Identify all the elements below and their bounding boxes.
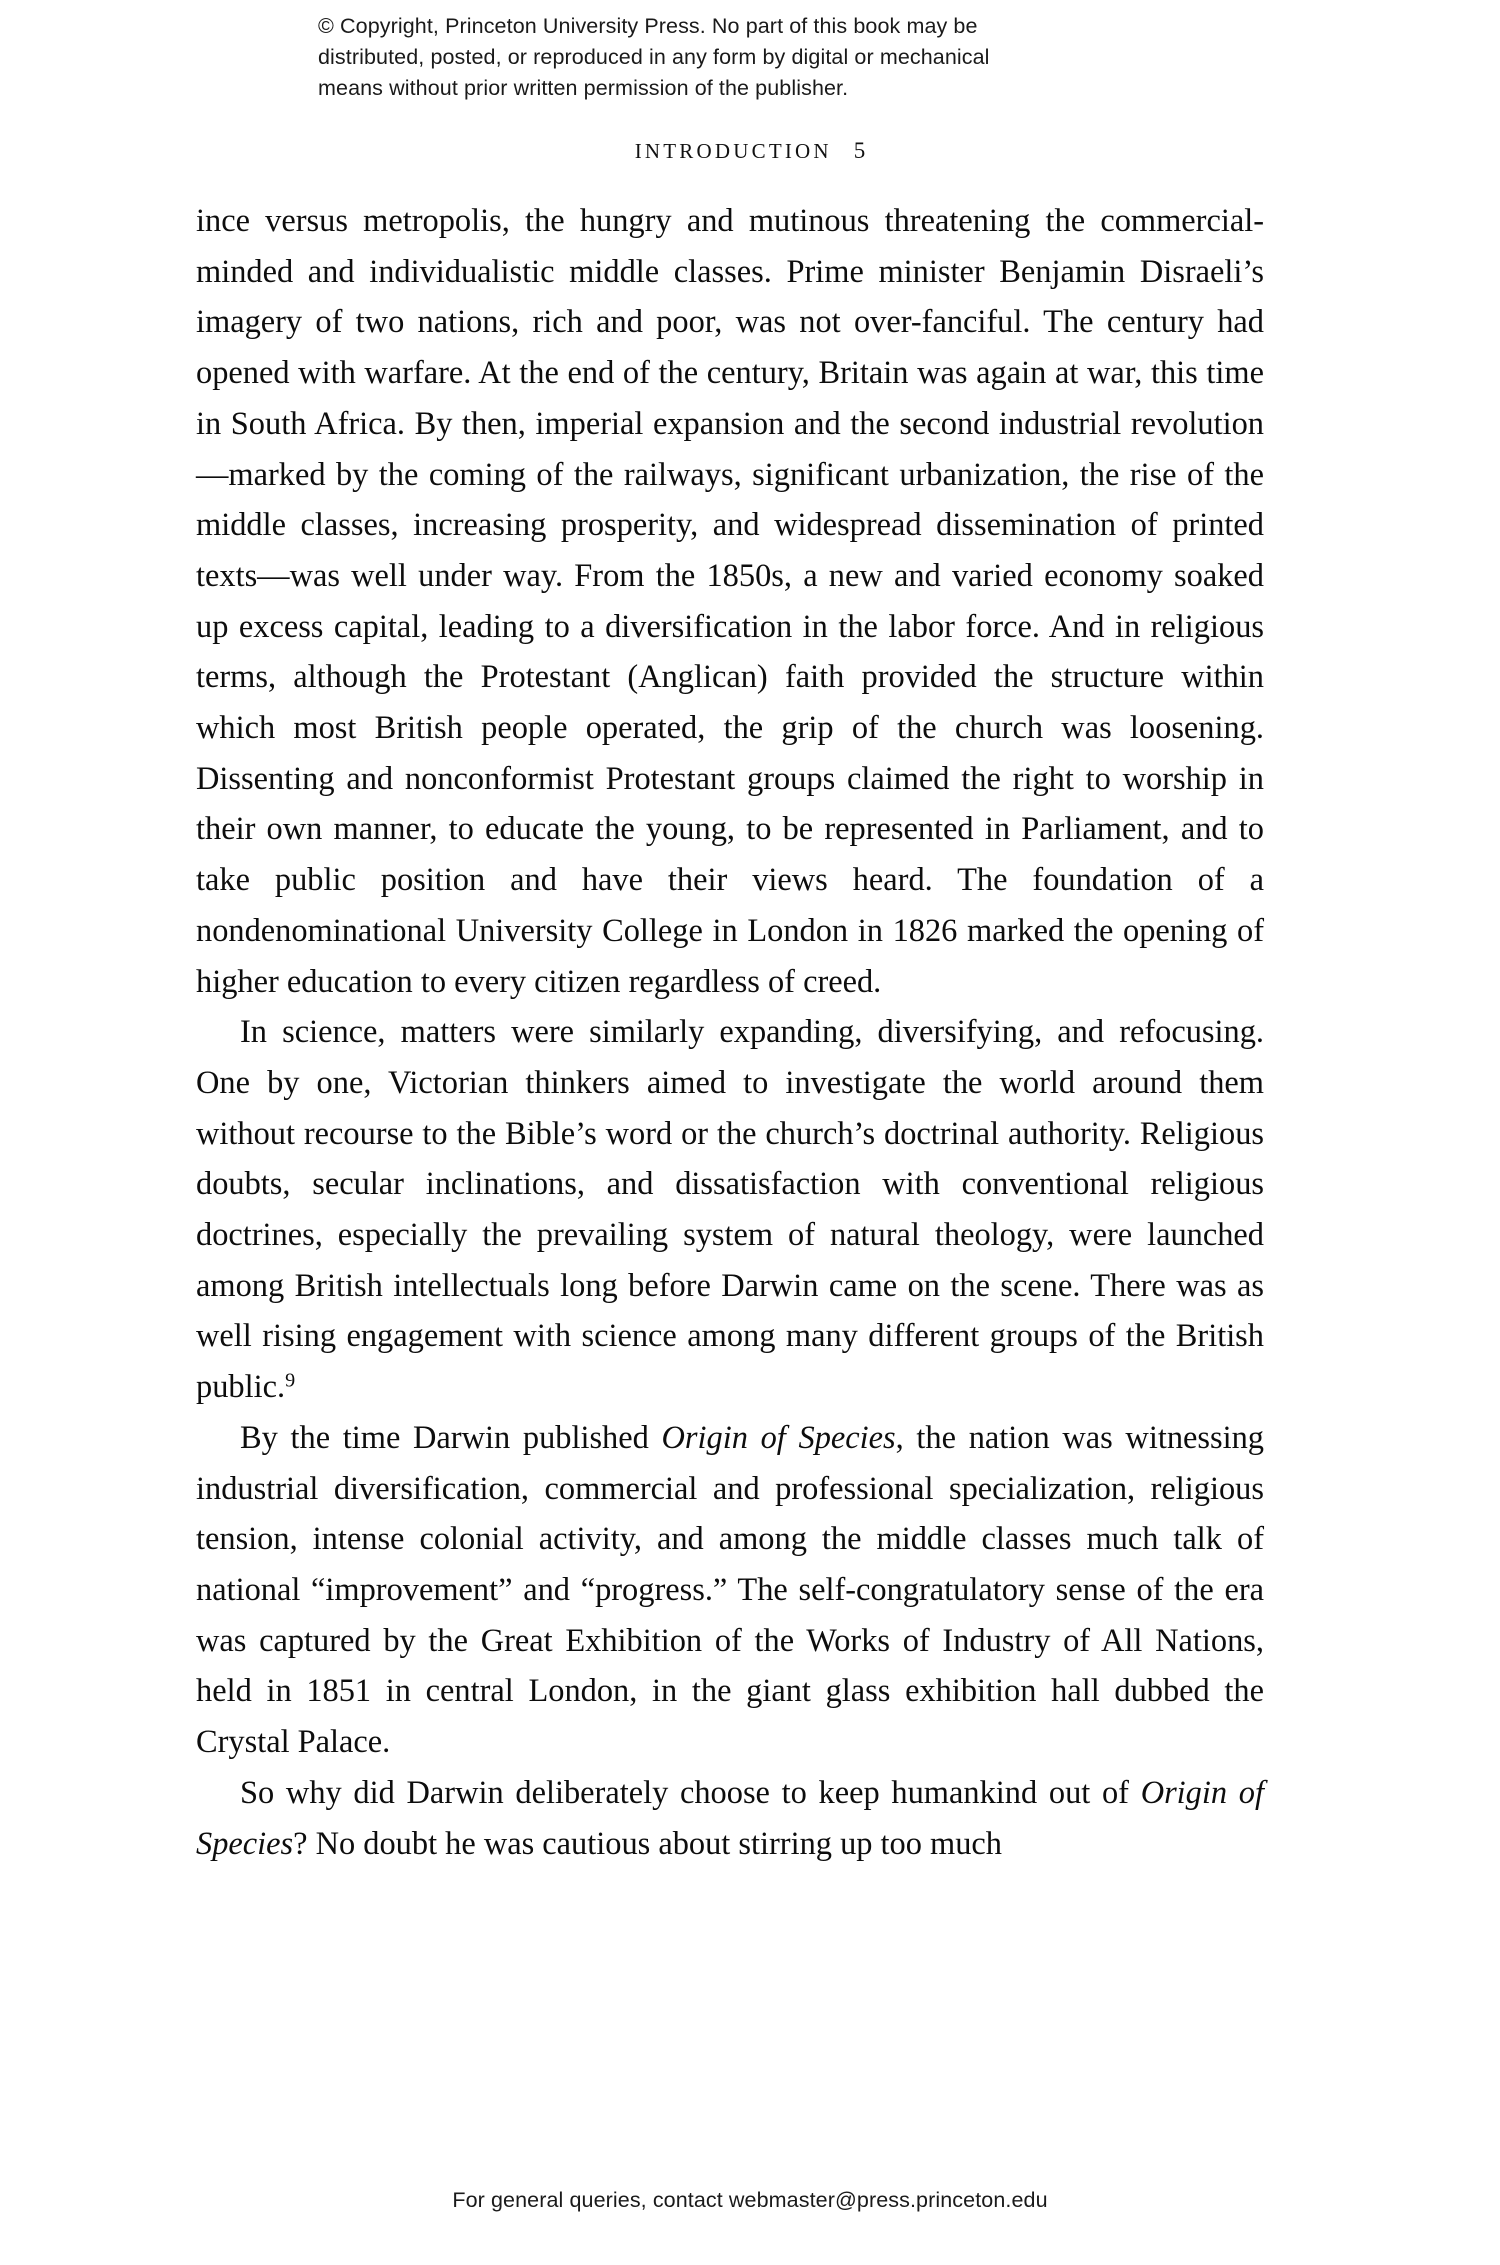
footer-query-line <box>0 2188 1500 2213</box>
paragraph-2-text: In science, matters were similarly expanding, diversifying, and refocusing. One by one, Victorian thinkers aimed to investigate the world around them without recourse to the Bible’s word or the church’s doctrinal authority. Religious doubts, secular inclinations, and dissatisfaction with conventional religious doctrines, especially the prevailing system of natural theology, were launched among British intellectuals long before Darwin came on the scene. There was as well rising engagement with science among many different groups of the British public. <box>196 1014 1264 1406</box>
copyright-notice <box>318 11 1188 104</box>
paragraph-4-text-part-2: ? No doubt he was cautious about stirring up too much <box>293 1825 1003 1862</box>
running-head-chapter-title: INTRODUCTION <box>634 139 832 163</box>
footer-query-text: For general queries, contact webmaster@press.princeton.edu <box>452 2188 1048 2212</box>
book-title-origin-of-species: Origin of Species <box>661 1419 896 1456</box>
footnote-marker-9: 9 <box>285 1369 296 1392</box>
paragraph-1 <box>196 196 1264 1007</box>
copyright-line-1: © Copyright, Princeton University Press. No part of this book may be <box>318 14 978 38</box>
copyright-line-3: means without prior written permission of the publisher. <box>318 76 849 100</box>
paragraph-4-text-part-1: So why did Darwin deliberately choose to keep humankind out of <box>240 1774 1141 1811</box>
paragraph-3 <box>196 1413 1264 1768</box>
paragraph-3-text-part-1: By the time Darwin published <box>240 1419 662 1456</box>
page-number: 5 <box>853 138 866 163</box>
paragraph-2 <box>196 1007 1264 1413</box>
paragraph-3-text-part-2: , the nation was witnessing industrial diversification, commercial and professional specialization, religious tension, intense colonial activity, and among the middle classes much talk of national “improvement” and “progress.” The self-congratulatory sense of the era was captured by the Great Exhibition of the Works of Industry of All Nations, held in 1851 in central London, in the giant glass exhibition hall dubbed the Crystal Palace. <box>196 1419 1264 1761</box>
book-title-origin-of-species-2: Origin of Species <box>196 1774 1264 1862</box>
body-text-block <box>196 196 1264 1869</box>
paragraph-1-text: ince versus metropolis, the hungry and mutinous threatening the commercial-minded and individualistic middle classes. Prime minister Benjamin Disraeli’s imagery of two nations, rich and poor, was not over-fanciful. The century had opened with warfare. At the end of the century, Britain was again at war, this time in South Africa. By then, imperial expansion and the second industrial revolution—marked by the coming of the railways, significant urbanization, the rise of the middle classes, increasing prosperity, and widespread dissemination of printed texts—was well under way. From the 1850s, a new and varied economy soaked up excess capital, leading to a diversification in the labor force. And in religious terms, although the Protestant (Anglican) faith provided the structure within which most British people operated, the grip of the church was loosening. Dissenting and nonconformist Protestant groups claimed the right to worship in their own manner, to educate the young, to be represented in Parliament, and to take public position and have their views heard. The foundation of a nondenominational University College in London in 1826 marked the opening of higher education to every citizen regardless of creed. <box>196 203 1264 1000</box>
running-head <box>0 138 1500 164</box>
copyright-line-2: distributed, posted, or reproduced in any form by digital or mechanical <box>318 45 990 69</box>
paragraph-4 <box>196 1768 1264 1869</box>
